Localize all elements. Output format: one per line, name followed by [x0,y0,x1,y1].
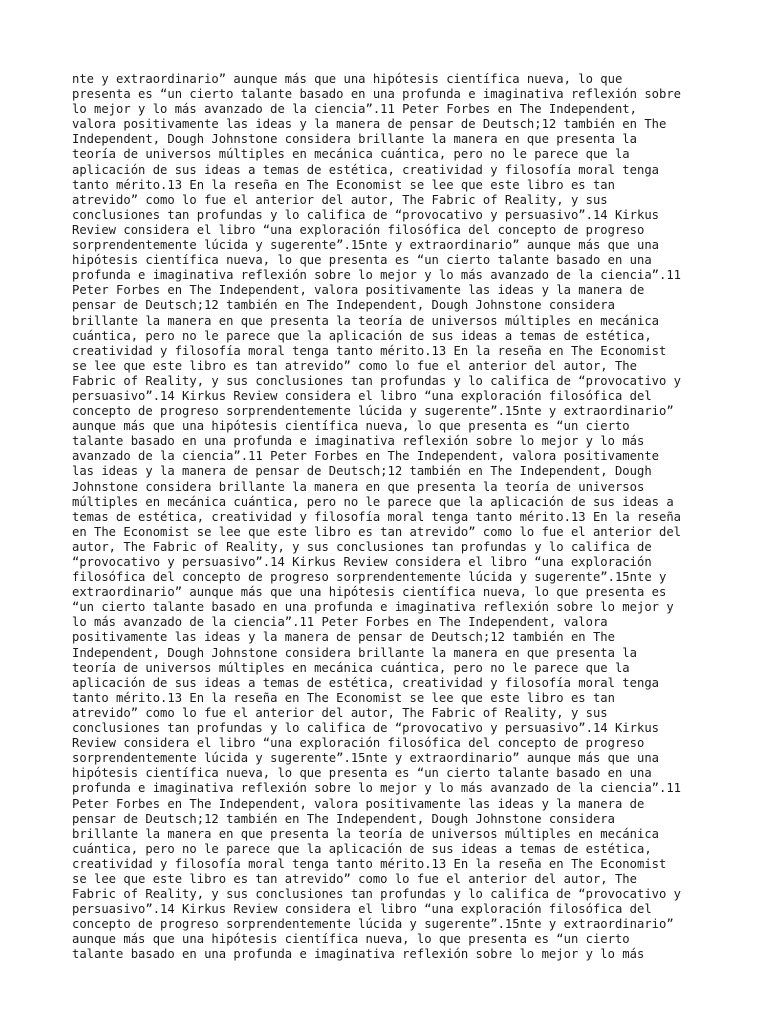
text-line: talante basado en una profunda e imaginativa reflexión sobre lo mejor y lo más [72,434,645,449]
text-line: aplicación de sus ideas a temas de estética, creatividad y filosofía moral tenga [72,162,659,177]
text-line: atrevido” como lo fue el anterior del autor, The Fabric of Reality, y sus [72,705,608,720]
text-line: Johnstone considera brillante la manera en que presenta la teoría de universos [72,479,645,494]
text-line: autor, The Fabric of Reality, y sus conclusiones tan profundas y lo califica de [72,539,652,554]
text-line: las ideas y la manera de pensar de Deutsch;12 también en The Independent, Dough [72,464,652,479]
text-line: presenta es “un cierto talante basado en una profunda e imaginativa reflexión sobre [72,87,682,102]
text-line: aunque más que una hipótesis científica nueva, lo que presenta es “un cierto [72,419,630,434]
text-line: sorprendentemente lúcida y sugerente”.15nte y extraordinario” aunque más que una [72,751,659,766]
text-line: Peter Forbes en The Independent, valora positivamente las ideas y la manera de [72,796,645,811]
text-line: cuántica, pero no le parece que la aplicación de sus ideas a temas de estética, [72,328,652,343]
document-page [72,72,702,963]
text-line: atrevido” como lo fue el anterior del autor, The Fabric of Reality, y sus [72,192,608,207]
text-line: tanto mérito.13 En la reseña en The Economist se lee que este libro es tan [72,177,615,192]
text-line: Review considera el libro “una exploración filosófica del concepto de progreso [72,736,645,751]
text-line: “un cierto talante basado en una profunda e imaginativa reflexión sobre lo mejor y [72,600,674,615]
text-line: aplicación de sus ideas a temas de estética, creatividad y filosofía moral tenga [72,675,659,690]
text-line: concepto de progreso sorprendentemente lúcida y sugerente”.15nte y extraordinario” [72,917,674,932]
text-line: persuasivo”.14 Kirkus Review considera el libro “una exploración filosófica del [72,388,652,403]
text-line: lo mejor y lo más avanzado de la ciencia”.11 Peter Forbes en The Independent, [72,102,637,117]
text-line: brillante la manera en que presenta la teoría de universos múltiples en mecánica [72,313,659,328]
text-line: creatividad y filosofía moral tenga tanto mérito.13 En la reseña en The Economist [72,343,667,358]
text-line: brillante la manera en que presenta la teoría de universos múltiples en mecánica [72,826,659,841]
text-line: temas de estética, creatividad y filosofía moral tenga tanto mérito.13 En la reseña [72,509,682,524]
text-line: Fabric of Reality, y sus conclusiones tan profundas y lo califica de “provocativo y [72,887,682,902]
text-line: hipótesis científica nueva, lo que presenta es “un cierto talante basado en una [72,766,652,781]
text-line: múltiples en mecánica cuántica, pero no le parece que la aplicación de sus ideas a [72,494,674,509]
text-line: creatividad y filosofía moral tenga tanto mérito.13 En la reseña en The Economist [72,856,667,871]
text-line: Independent, Dough Johnstone considera brillante la manera en que presenta la [72,132,637,147]
text-line: positivamente las ideas y la manera de pensar de Deutsch;12 también en The [72,630,615,645]
text-line: profunda e imaginativa reflexión sobre lo mejor y lo más avanzado de la ciencia”.11 [72,268,682,283]
text-line: filosófica del concepto de progreso sorprendentemente lúcida y sugerente”.15nte y [72,570,667,585]
text-line: cuántica, pero no le parece que la aplicación de sus ideas a temas de estética, [72,841,652,856]
text-line: valora positivamente las ideas y la manera de pensar de Deutsch;12 también en The [72,117,667,132]
text-line: lo más avanzado de la ciencia”.11 Peter Forbes en The Independent, valora [72,615,608,630]
text-line: pensar de Deutsch;12 también en The Independent, Dough Johnstone considera [72,811,615,826]
text-line: Peter Forbes en The Independent, valora positivamente las ideas y la manera de [72,283,645,298]
text-line: teoría de universos múltiples en mecánica cuántica, pero no le parece que la [72,660,630,675]
text-line: nte y extraordinario” aunque más que una hipótesis científica nueva, lo que [72,72,623,86]
text-line: extraordinario” aunque más que una hipótesis científica nueva, lo que presenta es [72,585,667,600]
text-line: se lee que este libro es tan atrevido” como lo fue el anterior del autor, The [72,358,637,373]
text-line: Fabric of Reality, y sus conclusiones tan profundas y lo califica de “provocativo y [72,373,682,388]
text-line: conclusiones tan profundas y lo califica de “provocativo y persuasivo”.14 Kirkus [72,207,659,222]
text-line: persuasivo”.14 Kirkus Review considera el libro “una exploración filosófica del [72,902,652,917]
text-line: tanto mérito.13 En la reseña en The Economist se lee que este libro es tan [72,690,615,705]
text-line: teoría de universos múltiples en mecánica cuántica, pero no le parece que la [72,147,630,162]
body-text [72,72,702,963]
text-line: se lee que este libro es tan atrevido” como lo fue el anterior del autor, The [72,871,637,886]
text-line: concepto de progreso sorprendentemente lúcida y sugerente”.15nte y extraordinario” [72,404,674,419]
text-line: pensar de Deutsch;12 también en The Independent, Dough Johnstone considera [72,298,615,313]
text-line: profunda e imaginativa reflexión sobre lo mejor y lo más avanzado de la ciencia”.11 [72,781,682,796]
text-line: hipótesis científica nueva, lo que presenta es “un cierto talante basado en una [72,253,652,268]
text-line: Independent, Dough Johnstone considera brillante la manera en que presenta la [72,645,637,660]
text-line: talante basado en una profunda e imaginativa reflexión sobre lo mejor y lo más [72,947,645,962]
text-line: aunque más que una hipótesis científica nueva, lo que presenta es “un cierto [72,932,630,947]
text-line: sorprendentemente lúcida y sugerente”.15nte y extraordinario” aunque más que una [72,238,659,253]
text-line: “provocativo y persuasivo”.14 Kirkus Review considera el libro “una exploración [72,555,652,569]
text-line: Review considera el libro “una exploración filosófica del concepto de progreso [72,222,645,237]
text-line: en The Economist se lee que este libro es tan atrevido” como lo fue el anterior del [72,524,682,539]
text-line: conclusiones tan profundas y lo califica de “provocativo y persuasivo”.14 Kirkus [72,721,659,736]
text-line: avanzado de la ciencia”.11 Peter Forbes en The Independent, valora positivamente [72,449,659,464]
